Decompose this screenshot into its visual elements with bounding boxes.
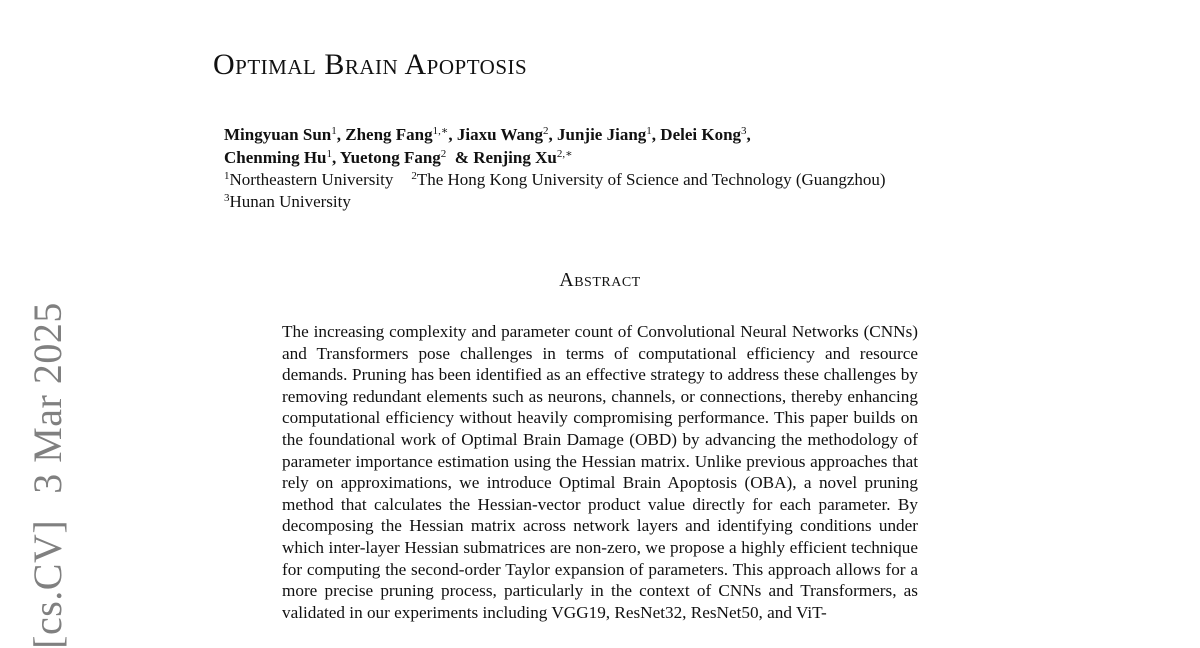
author-affil-mark: 1 [331, 125, 337, 137]
author-affil-mark: 3 [741, 125, 747, 137]
affiliation-name: Northeastern University [229, 170, 394, 189]
affiliation-line-1 [224, 169, 886, 191]
abstract-heading: Abstract [559, 269, 641, 291]
affiliation-mark: 1 [224, 170, 230, 182]
author-name: Delei Kong [660, 125, 742, 144]
affiliation-mark: 3 [224, 192, 230, 204]
author-affil-mark: 2 [543, 125, 549, 137]
author-affil-mark: 2 [440, 148, 447, 160]
abstract-body: The increasing complexity and parameter count of Convolutional Neural Networks (CNNs) and Transformers pose challenges in terms of computational efficiency and resource demands. Pruning has been identified as an effective strategy to address these challenges by removing redundant elements such as neurons, channels, or connections, thereby enhancing computational efficiency without heavily compromising performance. This paper builds on the foundational work of Optimal Brain Damage (OBD) by advancing the methodology of parameter importance estimation using the Hessian matrix. Unlike previous approaches that rely on approximations, we introduce Optimal Brain Apoptosis (OBA), a novel pruning method that calculates the Hessian-vector product value directly for each parameter. By decomposing the Hessian matrix across network layers and identifying conditions under which inter-layer Hessian submatrices are non-zero, we propose a highly efficient technique for computing the second-order Taylor expansion of parameters. This approach allows for a more precise pruning process, particularly in the context of CNNs and Transformers, as validated in our experiments including VGG19, ResNet32, ResNet50, and ViT- [282, 322, 918, 622]
author-name: Jiaxu Wang [456, 125, 544, 144]
arxiv-sidebar-stamp [22, 301, 72, 648]
affiliation-list [224, 169, 886, 213]
affiliation-mark: 2 [411, 170, 417, 182]
arxiv-category: [cs.CV] [24, 519, 70, 648]
author-name: Renjing Xu [473, 148, 557, 167]
affiliation-line-2 [224, 191, 886, 213]
paper-title: Optimal Brain Apoptosis [213, 48, 528, 81]
author-affil-mark: 1 [326, 148, 332, 160]
author-affil-mark: 1,∗ [432, 125, 449, 137]
arxiv-date: 3 Mar 2025 [24, 301, 70, 494]
author-affil-mark: 2,∗ [556, 148, 573, 160]
author-line-2: Chenming Hu$^1$, Yuetong Fang$^2$ & Renjing $Xu^{2,∗}$ [224, 148, 573, 167]
author-line-1: Mingyuan Sun$^1$, Zheng Fang$^{1,∗}$, Jiaxu Wang$^2$, Junjie Jiang$^1$, Delei Kong$^3$, [224, 125, 751, 144]
author-affil-mark: 1 [646, 125, 652, 137]
author-connector: & [454, 148, 474, 167]
affiliation-name: The Hong Kong University of Science and Technology (Guangzhou) [416, 170, 886, 189]
arxiv-stamp-text [24, 302, 71, 648]
author-name: Zheng Fang [345, 125, 433, 144]
author-name: Chenming Hu [224, 148, 327, 167]
author-name: Junjie Jiang [557, 125, 647, 144]
author-name: Yuetong Fang [339, 148, 441, 167]
author-name: Mingyuan Sun [224, 125, 332, 144]
affiliation-name: Hunan University [229, 192, 351, 211]
author-list [224, 123, 751, 169]
